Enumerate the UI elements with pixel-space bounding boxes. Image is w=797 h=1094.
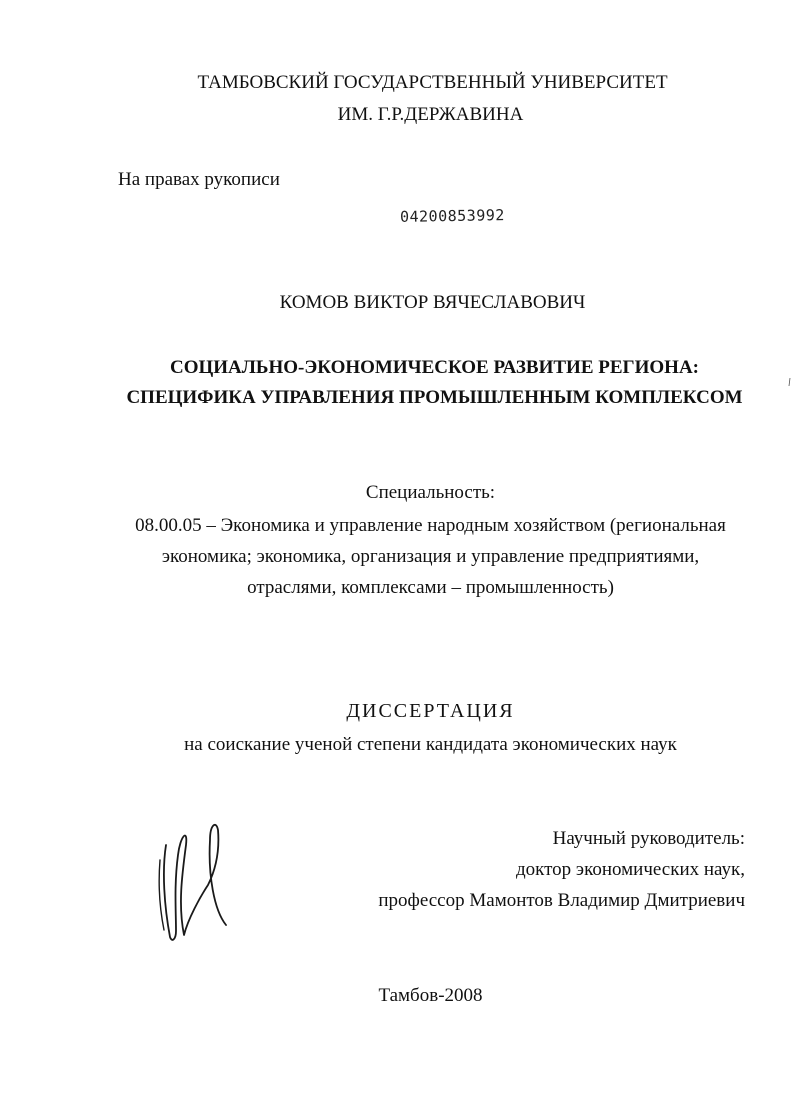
- specialty-line3: отраслями, комплексами – промышленность): [247, 577, 614, 598]
- scan-mark: [788, 378, 791, 386]
- university-name-line2: ИМ. Г.Р.ДЕРЖАВИНА: [337, 104, 524, 125]
- dissertation-title-line2: СПЕЦИФИКА УПРАВЛЕНИЯ ПРОМЫШЛЕННЫМ КОМПЛЕКСОМ: [126, 387, 743, 408]
- document-type: ДИССЕРТАЦИЯ: [346, 700, 515, 722]
- degree-description: на соискание ученой степени кандидата экономических наук: [184, 734, 677, 755]
- signature-icon: [148, 815, 243, 945]
- dissertation-title-line1: СОЦИАЛЬНО-ЭКОНОМИЧЕСКОЕ РАЗВИТИЕ РЕГИОНА:: [170, 357, 699, 378]
- specialty-line1: 08.00.05 – Экономика и управление народным хозяйством (региональная: [135, 515, 726, 536]
- specialty-label: Специальность:: [365, 482, 496, 503]
- university-name: ТАМБОВСКИЙ ГОСУДАРСТВЕННЫЙ УНИВЕРСИТЕТ: [197, 72, 668, 93]
- supervisor-name: профессор Мамонтов Владимир Дмитриевич: [378, 890, 745, 911]
- supervisor-degree: доктор экономических наук,: [515, 859, 745, 880]
- rights-note: На правах рукописи: [118, 169, 280, 190]
- specialty-line2: экономика; экономика, организация и управление предприятиями,: [161, 546, 700, 567]
- author-name: КОМОВ ВИКТОР ВЯЧЕСЛАВОВИЧ: [279, 292, 586, 313]
- catalog-number: 04200853992: [399, 206, 505, 226]
- supervisor-label: Научный руководитель:: [552, 828, 745, 849]
- place-year: Тамбов-2008: [378, 985, 483, 1006]
